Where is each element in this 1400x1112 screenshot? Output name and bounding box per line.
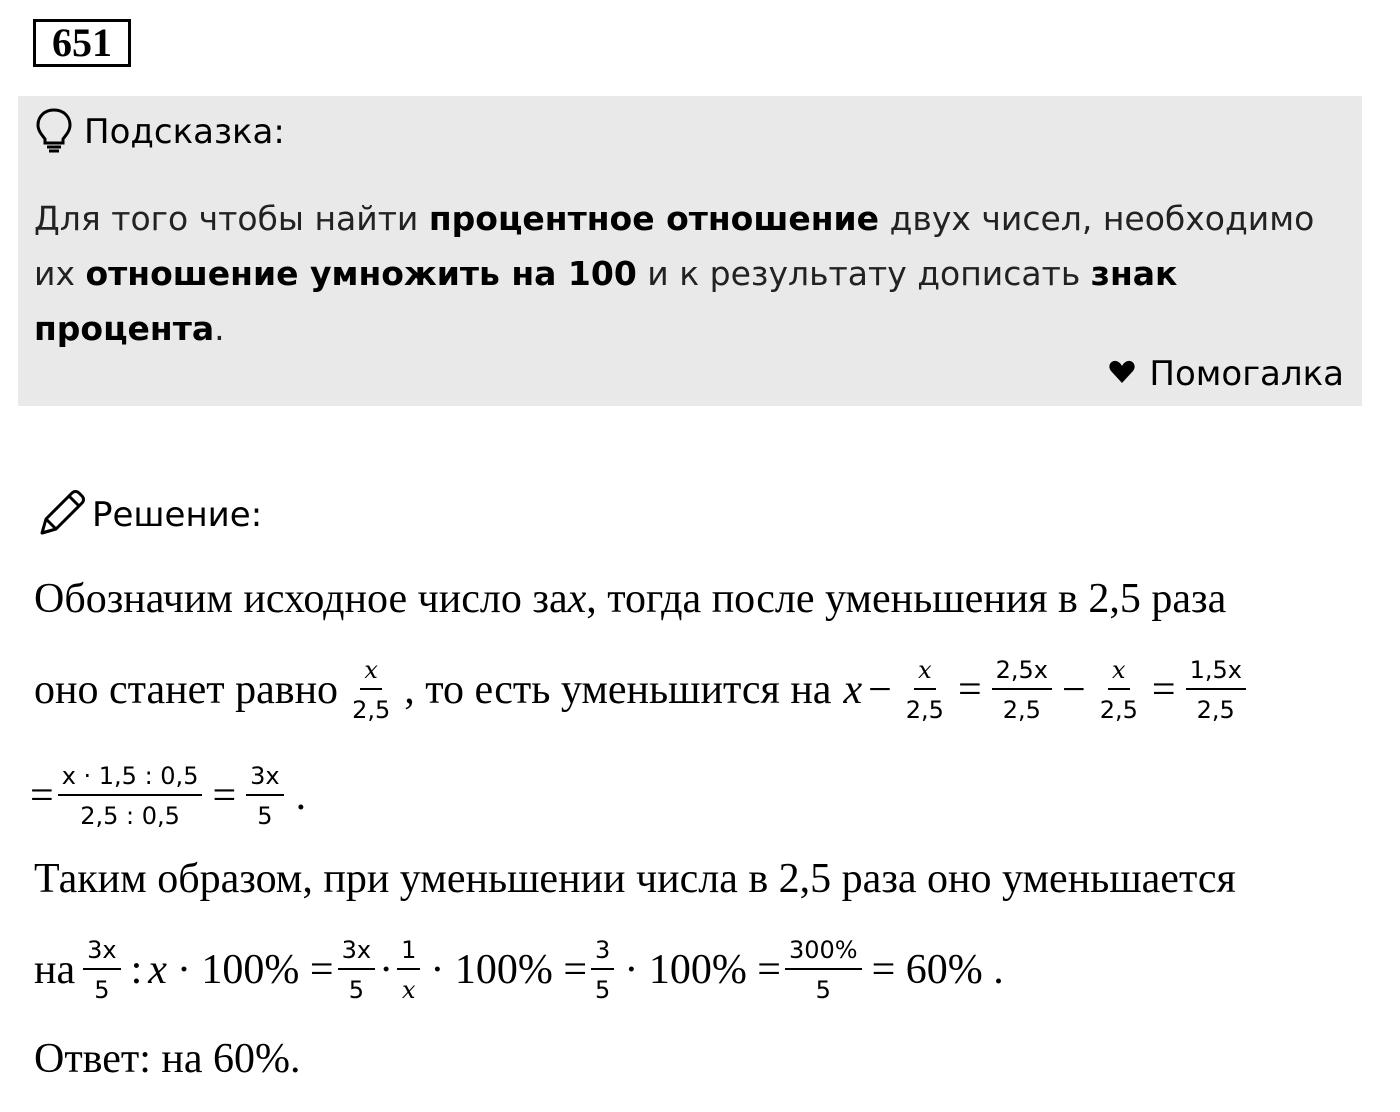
- denominator: 2,5 : 0,5: [80, 802, 180, 830]
- answer: Ответ: на 60%.: [34, 1036, 301, 1082]
- operator: :: [130, 947, 143, 993]
- denominator: 5: [595, 976, 611, 1004]
- operator: −: [1062, 667, 1086, 713]
- fraction: [1186, 656, 1246, 724]
- lightbulb-icon: [34, 107, 74, 158]
- numerator: 3x: [246, 762, 283, 796]
- text: , то есть уменьшится на: [404, 667, 832, 713]
- text: , тогда после уменьшения в 2,5 раза: [586, 576, 1227, 622]
- text: .: [295, 773, 307, 819]
- fraction: [83, 936, 120, 1004]
- solution-line-1: [34, 572, 1226, 626]
- solution-line-3: [30, 756, 306, 836]
- fraction: [338, 936, 375, 1004]
- fraction: [58, 762, 203, 830]
- hint-text: [34, 191, 1344, 356]
- numerator: 3x: [338, 936, 375, 970]
- text: на: [34, 947, 76, 993]
- task-number: 651: [33, 19, 131, 67]
- denominator: 5: [815, 976, 831, 1004]
- operator: =: [212, 773, 237, 819]
- operator: ·: [379, 947, 394, 993]
- hint-segment-bold: знак процента: [34, 254, 1178, 348]
- operator: =: [957, 667, 982, 713]
- hint-segment-bold: отношение умножить на 100: [85, 254, 637, 293]
- brand: [1109, 354, 1344, 394]
- numerator: x: [914, 656, 936, 690]
- numerator: 3x: [83, 936, 120, 970]
- solution-header: [36, 490, 262, 540]
- fraction: [1096, 656, 1142, 724]
- pencil-icon: [36, 489, 86, 542]
- heart-icon: [1109, 360, 1135, 389]
- operator: =: [1151, 667, 1176, 713]
- hint-segment: и к результату дописать: [636, 254, 1091, 293]
- hint-title: Подсказка:: [84, 112, 285, 152]
- solution-title: Решение:: [92, 495, 263, 535]
- fraction: [902, 656, 948, 724]
- denominator: 2,5: [352, 696, 391, 724]
- operator: =: [30, 773, 54, 819]
- fraction: [591, 936, 614, 1004]
- operator: −: [868, 667, 892, 713]
- solution-line-2: [34, 650, 1250, 730]
- denominator: x: [401, 976, 416, 1004]
- numerator: 3: [591, 936, 614, 970]
- denominator: 2,5: [1099, 696, 1138, 724]
- text: Обозначим исходное число за: [34, 576, 568, 622]
- text: · 100% =: [430, 947, 588, 993]
- solution-line-4: Таким образом, при уменьшении числа в 2,5 раза оно уменьшается: [34, 856, 1236, 902]
- denominator: 5: [94, 976, 110, 1004]
- text: · 100% =: [176, 947, 334, 993]
- text: оно станет равно: [34, 667, 339, 713]
- fraction: [246, 762, 283, 830]
- fraction: [992, 656, 1052, 724]
- numerator: 1: [397, 936, 420, 970]
- hint-segment: Для того чтобы найти: [34, 199, 429, 238]
- text: = 60% .: [871, 947, 1004, 993]
- variable: x: [148, 947, 167, 993]
- hint-segment: .: [214, 309, 225, 348]
- denominator: 5: [257, 802, 273, 830]
- variable: x: [843, 667, 863, 713]
- denominator: 2,5: [1002, 696, 1041, 724]
- variable: x: [567, 576, 587, 622]
- numerator: 1,5x: [1186, 656, 1246, 690]
- hint-box: [18, 96, 1362, 406]
- solution-line-5: [34, 930, 1004, 1010]
- numerator: x: [1108, 656, 1130, 690]
- denominator: 2,5: [905, 696, 944, 724]
- denominator: 2,5: [1196, 696, 1235, 724]
- numerator: x · 1,5 : 0,5: [58, 762, 203, 796]
- numerator: x: [360, 656, 382, 690]
- fraction: [785, 936, 862, 1004]
- text: · 100% =: [624, 947, 781, 993]
- fraction: [397, 936, 420, 1004]
- hint-segment-bold: процентное отношение: [428, 199, 880, 238]
- denominator: 5: [348, 976, 364, 1004]
- brand-label: Помогалка: [1149, 354, 1344, 394]
- numerator: 2,5x: [992, 656, 1052, 690]
- fraction: [348, 656, 394, 724]
- hint-header: [34, 110, 285, 154]
- hint-segment: двух чисел, необходимо их: [34, 199, 1315, 293]
- numerator: 300%: [785, 936, 862, 970]
